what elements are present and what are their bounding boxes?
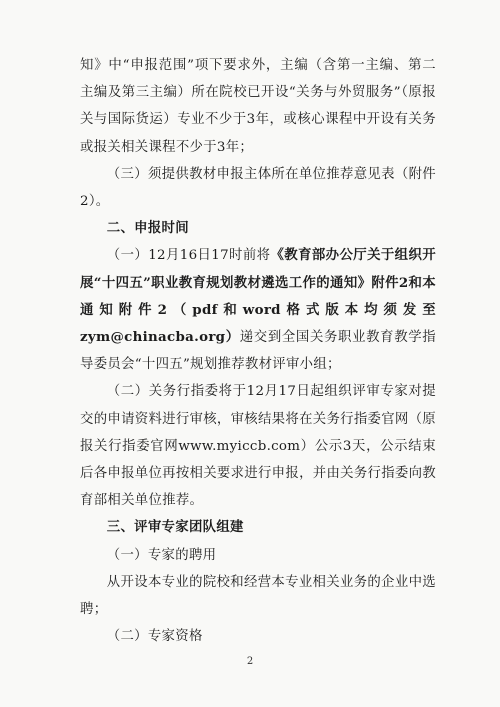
deadline-text: （一）12月16日17时前将 (106, 248, 271, 264)
section-heading-expert-team: 三、评审专家团队组建 (106, 520, 244, 536)
paragraph-recommendation-form: （三）须提供教材申报主体所在单位推荐意见表（附件2）。 (80, 166, 436, 210)
notice-attachment-bold-text: 《教育部办公厅关于组织开展“十四五”职业教育规划教材遴选工作的通知》附件2和本通知附件2（pdf和word格式版本均须发至zym@chinacba.org） (80, 247, 436, 346)
submission-target-text: 递交到全国关务职业教育教学指导委员会“十四五”规划推荐教材评审小组； (80, 330, 436, 373)
paragraph-review-process: （二）关务行指委将于12月17日起组织评审专家对提交的申请资料进行审核，审核结果将在关务行指委官网（原报关行指委官网www.myiccb.com）公示3天，公示结束后各申报单位再按相关要求进行申报，并由关务行指委向教育部相关单位推荐。 (80, 384, 436, 509)
page-number: 2 (246, 656, 254, 667)
section-heading-submission-time: 二、申报时间 (106, 221, 189, 237)
paragraph-expert-source: 从开设本专业的院校和经营本专业相关业务的企业中选聘； (80, 574, 436, 618)
paragraph-expert-hiring: （一）专家的聘用 (106, 547, 217, 563)
paragraph-submission-deadline (80, 242, 436, 378)
document-body (80, 52, 436, 650)
paragraph-requirements-cont: 知》中“申报范围”项下要求外，主编（含第一主编、第二主编及第三主编）所在院校已开设“关务与外贸服务”（原报关与国际货运）专业不少于3年，或核心课程中开设有关务或报关相关课程不少于3年； (80, 58, 436, 155)
paragraph-expert-qualification: （二）专家资格 (106, 629, 203, 645)
